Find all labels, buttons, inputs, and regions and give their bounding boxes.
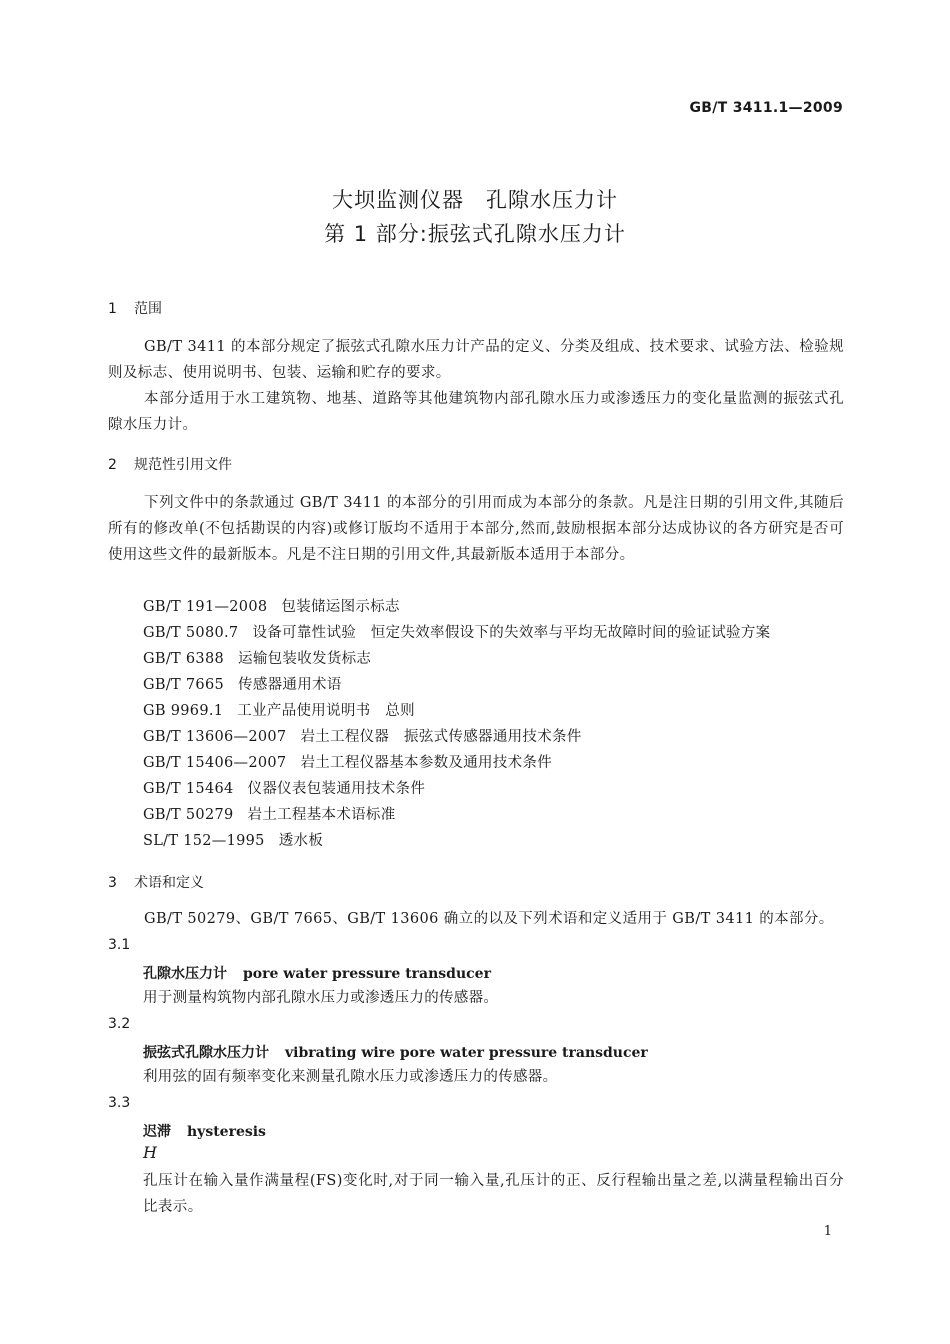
reference-title: 设备可靠性试验 恒定失效率假设下的失效率与平均无故障时间的验证试验方案 (252, 625, 771, 641)
reference-title: 岩土工程基本术语标准 (247, 807, 396, 823)
reference-title: 包装储运图示标志 (281, 599, 400, 615)
section-number: 1 (108, 301, 117, 317)
term-en: vibrating wire pore water pressure transducer (285, 1045, 648, 1061)
reference-title: 运输包装收发货标志 (238, 651, 372, 667)
reference-code: GB 9969.1 (143, 703, 224, 719)
reference-item (143, 646, 371, 672)
reference-title: 岩土工程仪器 振弦式传感器通用技术条件 (300, 729, 582, 745)
reference-title: 仪器仪表包装通用技术条件 (247, 781, 426, 797)
reference-item (143, 828, 323, 854)
document-title-line1: 大坝监测仪器 孔隙水压力计 (332, 188, 618, 212)
reference-title: 传感器通用术语 (238, 677, 342, 693)
section-title: 规范性引用文件 (134, 457, 232, 473)
term-zh: 振弦式孔隙水压力计 (143, 1045, 269, 1061)
paragraph: GB/T 3411 的本部分规定了振弦式孔隙水压力计产品的定义、分类及组成、技术要求、试验方法、检验规则及标志、使用说明书、包装、运输和贮存的要求。 (108, 339, 844, 381)
clause-number: 3.2 (108, 1016, 131, 1032)
reference-title: 工业产品使用说明书 总则 (237, 703, 415, 719)
term-entry (143, 1121, 266, 1141)
section-title: 范围 (134, 301, 162, 317)
term-definition: 孔压计在输入量作满量程(FS)变化时,对于同一输入量,孔压计的正、反行程输出量之差,以满量程输出百分比表示。 (143, 1173, 844, 1215)
term-zh: 孔隙水压力计 (143, 966, 227, 982)
reference-code: GB/T 191—2008 (143, 599, 268, 615)
reference-code: GB/T 13606—2007 (143, 729, 287, 745)
reference-code: GB/T 7665 (143, 677, 225, 693)
reference-item (143, 776, 425, 802)
section-number: 2 (108, 457, 117, 473)
reference-code: GB/T 15464 (143, 781, 234, 797)
section-number: 3 (108, 875, 117, 891)
section-heading-terms (108, 870, 844, 896)
reference-code: GB/T 5080.7 (143, 625, 239, 641)
standard-number: GB/T 3411.1—2009 (689, 100, 843, 116)
page-number: 1 (823, 1224, 832, 1239)
term-entry (143, 963, 491, 983)
reference-code: GB/T 50279 (143, 807, 234, 823)
term-en: hysteresis (187, 1124, 266, 1140)
paragraph: 下列文件中的条款通过 GB/T 3411 的本部分的引用而成为本部分的条款。凡是注日期的引用文件,其随后所有的修改单(不包括勘误的内容)或修订版均不适用于本部分,然而,鼓励根据本部分达成协议的各方研究是否可使用这些文件的最新版本。凡是不注日期的引用文件,其最新版本适用于本部分。 (108, 495, 844, 563)
reference-item (143, 672, 342, 698)
section-title: 术语和定义 (134, 875, 204, 891)
reference-code: SL/T 152—1995 (143, 833, 265, 849)
reference-item (143, 620, 770, 646)
term-definition: 利用弦的固有频率变化来测量孔隙水压力或渗透压力的传感器。 (143, 1069, 558, 1085)
term-entry (143, 1042, 648, 1062)
paragraph: GB/T 50279、GB/T 7665、GB/T 13606 确立的以及下列术语和定义适用于 GB/T 3411 的本部分。 (144, 911, 834, 927)
term-zh: 迟滞 (143, 1124, 171, 1140)
term-definition: 用于测量构筑物内部孔隙水压力或渗透压力的传感器。 (143, 990, 499, 1006)
reference-item (143, 802, 396, 828)
term-en: pore water pressure transducer (243, 966, 491, 982)
reference-item (143, 698, 415, 724)
clause-number: 3.1 (108, 937, 131, 953)
section-heading-scope (108, 296, 844, 322)
clause-number: 3.3 (108, 1095, 131, 1111)
reference-code: GB/T 15406—2007 (143, 755, 287, 771)
paragraph: 本部分适用于水工建筑物、地基、道路等其他建筑物内部孔隙水压力或渗透压力的变化量监测的振弦式孔隙水压力计。 (108, 391, 844, 433)
reference-item (143, 750, 552, 776)
reference-item (143, 724, 582, 750)
reference-item (143, 594, 400, 620)
document-title-line2: 第 1 部分:振弦式孔隙水压力计 (324, 222, 626, 246)
section-heading-normative-references (108, 452, 844, 478)
reference-title: 透水板 (278, 833, 324, 849)
reference-title: 岩土工程仪器基本参数及通用技术条件 (300, 755, 553, 771)
term-symbol: H (143, 1143, 157, 1162)
reference-code: GB/T 6388 (143, 651, 225, 667)
